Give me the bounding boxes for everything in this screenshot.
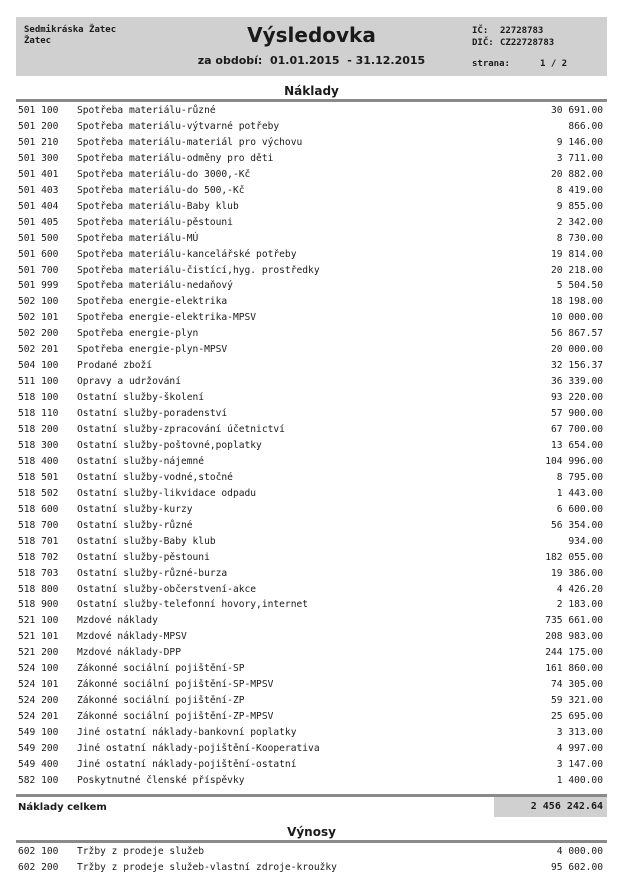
- account-name: Spotřeba materiálu-materiál pro výchovu: [77, 136, 303, 148]
- account-number: 501 404: [18, 200, 59, 212]
- account-amount: 19 814.00: [551, 248, 603, 260]
- account-number: 518 600: [18, 503, 59, 515]
- table-row: [16, 167, 607, 183]
- account-name: Ostatní služby-telefonní hovory,internet: [77, 599, 309, 611]
- account-number: 518 400: [18, 455, 59, 467]
- account-name: Spotřeba energie-plyn: [77, 328, 199, 340]
- account-name: Spotřeba materiálu-MÚ: [77, 232, 199, 244]
- table-row: [16, 215, 607, 231]
- account-amount: 30 691.00: [551, 105, 603, 116]
- account-name: Spotřeba energie-elektrika: [77, 296, 228, 308]
- account-name: Spotřeba materiálu-do 3000,-Kč: [77, 168, 251, 180]
- table-row: [16, 278, 607, 294]
- table-row: [16, 454, 607, 470]
- account-amount: 9 146.00: [556, 136, 603, 148]
- account-name: Ostatní služby-poradenství: [77, 408, 228, 420]
- account-name: Spotřeba materiálu-výtvarné potřeby: [77, 120, 280, 132]
- account-number: 501 600: [18, 248, 59, 260]
- table-row: [16, 645, 607, 661]
- costs-total-value: 2 456 242.64: [530, 801, 603, 812]
- account-name: Ostatní služby-kurzy: [77, 503, 193, 515]
- table-row: [16, 183, 607, 199]
- account-name: Mzdové náklady-DPP: [77, 647, 181, 659]
- company-city: Žatec: [24, 36, 52, 46]
- account-name: Ostatní služby-občerstvení-akce: [77, 583, 257, 595]
- account-number: 518 800: [18, 583, 59, 595]
- account-number: 518 300: [18, 439, 59, 451]
- account-amount: 244 175.00: [545, 647, 603, 659]
- account-name: Spotřeba materiálu-různé: [77, 105, 216, 116]
- account-number: 518 700: [18, 519, 59, 531]
- account-amount: 934.00: [568, 535, 603, 547]
- table-row: [16, 677, 607, 693]
- account-name: Spotřeba materiálu-Baby klub: [77, 200, 239, 212]
- account-number: 524 101: [18, 679, 59, 691]
- account-name: Mzdové náklady: [77, 615, 158, 627]
- table-row: [16, 860, 607, 876]
- account-number: 501 700: [18, 264, 59, 276]
- account-number: 501 403: [18, 184, 59, 196]
- account-amount: 735 661.00: [545, 615, 603, 627]
- account-number: 518 501: [18, 471, 59, 483]
- account-name: Ostatní služby-poštovné,poplatky: [77, 439, 262, 451]
- account-name: Zákonné sociální pojištění-SP-MPSV: [77, 679, 274, 691]
- account-name: Poskytnutné členské příspěvky: [77, 774, 245, 786]
- account-number: 502 201: [18, 344, 59, 356]
- costs-section-title: Náklady: [284, 84, 339, 98]
- table-row: [16, 518, 607, 534]
- table-row: [16, 231, 607, 247]
- dic-value: CZ22728783: [500, 38, 555, 48]
- account-amount: 32 156.37: [551, 360, 603, 372]
- account-amount: 8 795.00: [556, 471, 603, 483]
- account-name: Spotřeba energie-plyn-MPSV: [77, 344, 228, 356]
- account-number: 502 200: [18, 328, 59, 340]
- account-amount: 20 000.00: [551, 344, 603, 356]
- table-row: [16, 773, 607, 789]
- account-amount: 95 602.00: [551, 861, 603, 873]
- account-name: Ostatní služby-vodné,stočné: [77, 471, 233, 483]
- revenues-section-title: Výnosy: [287, 825, 336, 839]
- account-amount: 4 000.00: [556, 846, 603, 857]
- account-amount: 8 419.00: [556, 184, 603, 196]
- account-number: 501 500: [18, 232, 59, 244]
- account-amount: 1 400.00: [556, 774, 603, 786]
- account-name: Ostatní služby-Baby klub: [77, 535, 216, 547]
- table-row: [16, 438, 607, 454]
- account-name: Spotřeba energie-elektrika-MPSV: [77, 312, 257, 324]
- account-number: 602 100: [18, 846, 59, 857]
- table-row: [16, 693, 607, 709]
- account-number: 524 100: [18, 663, 59, 675]
- account-number: 518 701: [18, 535, 59, 547]
- account-amount: 13 654.00: [551, 439, 603, 451]
- dic-label: DIČ:: [472, 38, 494, 48]
- account-amount: 57 900.00: [551, 408, 603, 420]
- page-indicator: [472, 59, 567, 69]
- account-number: 549 200: [18, 743, 59, 754]
- account-amount: 3 147.00: [556, 758, 603, 770]
- account-number: 518 703: [18, 567, 59, 579]
- account-name: Spotřeba materiálu-nedaňový: [77, 280, 233, 292]
- account-number: 521 100: [18, 615, 59, 627]
- table-row: [16, 151, 607, 167]
- table-row: [16, 374, 607, 390]
- account-name: Spotřeba materiálu-čistící,hyg. prostředky: [77, 264, 320, 276]
- account-name: Prodané zboží: [77, 360, 153, 372]
- account-number: 518 100: [18, 392, 59, 404]
- account-number: 502 101: [18, 312, 59, 324]
- table-row: [16, 103, 607, 119]
- account-amount: 56 867.57: [551, 328, 603, 340]
- table-row: [16, 263, 607, 279]
- costs-divider: [16, 99, 607, 102]
- account-amount: 4 997.00: [556, 743, 603, 754]
- ic-label: IČ:: [472, 26, 489, 36]
- account-amount: 36 339.00: [551, 376, 603, 388]
- table-row: [16, 326, 607, 342]
- account-amount: 161 860.00: [545, 663, 603, 675]
- account-number: 549 400: [18, 758, 59, 770]
- account-number: 501 210: [18, 136, 59, 148]
- account-number: 504 100: [18, 360, 59, 372]
- account-number: 501 100: [18, 105, 59, 116]
- table-row: [16, 486, 607, 502]
- account-amount: 4 426.20: [556, 583, 603, 595]
- account-amount: 104 996.00: [545, 455, 603, 467]
- account-number: 602 200: [18, 861, 59, 873]
- table-row: [16, 135, 607, 151]
- table-row: [16, 294, 607, 310]
- report-header: [16, 17, 607, 76]
- account-name: Spotřeba materiálu-kancelářské potřeby: [77, 248, 297, 260]
- table-row: [16, 629, 607, 645]
- table-row: [16, 422, 607, 438]
- account-name: Tržby z prodeje služeb-vlastní zdroje-kroužky: [77, 861, 337, 873]
- account-name: Zákonné sociální pojištění-SP: [77, 663, 245, 675]
- table-row: [16, 342, 607, 358]
- account-name: Ostatní služby-nájemné: [77, 455, 205, 467]
- account-name: Opravy a udržování: [77, 376, 181, 388]
- account-name: Mzdové náklady-MPSV: [77, 631, 187, 643]
- account-number: 502 100: [18, 296, 59, 308]
- page-number: 1 / 2: [540, 59, 568, 69]
- account-name: Spotřeba materiálu-do 500,-Kč: [77, 184, 245, 196]
- table-row: [16, 502, 607, 518]
- account-name: Spotřeba materiálu-odměny pro děti: [77, 152, 274, 164]
- costs-total-label: Náklady celkem: [18, 802, 107, 813]
- account-amount: 3 711.00: [556, 152, 603, 164]
- account-name: Jiné ostatní náklady-pojištění-Kooperativa: [77, 743, 320, 754]
- table-row: [16, 582, 607, 598]
- account-amount: 8 730.00: [556, 232, 603, 244]
- company-ids: [472, 25, 554, 49]
- account-name: Ostatní služby-různé: [77, 519, 193, 531]
- table-row: [16, 119, 607, 135]
- account-amount: 9 855.00: [556, 200, 603, 212]
- account-amount: 18 198.00: [551, 296, 603, 308]
- ic-value: 22728783: [500, 26, 544, 36]
- account-amount: 93 220.00: [551, 392, 603, 404]
- table-row: [16, 390, 607, 406]
- account-amount: 25 695.00: [551, 711, 603, 723]
- account-number: 518 702: [18, 551, 59, 563]
- account-amount: 6 600.00: [556, 503, 603, 515]
- revenues-divider: [16, 840, 607, 843]
- account-amount: 182 055.00: [545, 551, 603, 563]
- table-row: [16, 247, 607, 263]
- account-amount: 74 305.00: [551, 679, 603, 691]
- account-number: 521 101: [18, 631, 59, 643]
- table-row: [16, 406, 607, 422]
- page-label: strana:: [472, 59, 510, 69]
- account-name: Ostatní služby-školení: [77, 392, 205, 404]
- company-name: Sedmikráska Žatec: [24, 25, 117, 35]
- account-amount: 59 321.00: [551, 695, 603, 707]
- account-name: Ostatní služby-pěstouni: [77, 551, 210, 563]
- table-row: [16, 470, 607, 486]
- account-name: Ostatní služby-různé-burza: [77, 567, 228, 579]
- account-amount: 19 386.00: [551, 567, 603, 579]
- account-amount: 208 983.00: [545, 631, 603, 643]
- account-amount: 56 354.00: [551, 519, 603, 531]
- table-row: [16, 661, 607, 677]
- table-row: [16, 358, 607, 374]
- account-amount: 5 504.50: [556, 280, 603, 292]
- table-row: [16, 844, 607, 860]
- report-period: za období: 01.01.2015 - 31.12.2015: [197, 54, 426, 67]
- table-row: [16, 757, 607, 773]
- account-amount: 2 183.00: [556, 599, 603, 611]
- account-name: Jiné ostatní náklady-bankovní poplatky: [77, 727, 297, 739]
- account-number: 524 201: [18, 711, 59, 723]
- table-row: [16, 199, 607, 215]
- account-name: Zákonné sociální pojištění-ZP: [77, 695, 245, 707]
- account-amount: 20 218.00: [551, 264, 603, 276]
- account-amount: 1 443.00: [556, 487, 603, 499]
- account-number: 521 200: [18, 647, 59, 659]
- account-amount: 67 700.00: [551, 424, 603, 435]
- account-amount: 2 342.00: [556, 216, 603, 228]
- account-number: 549 100: [18, 727, 59, 739]
- account-number: 511 100: [18, 376, 59, 388]
- table-row: [16, 741, 607, 757]
- account-number: 501 405: [18, 216, 59, 228]
- account-number: 501 999: [18, 280, 59, 292]
- account-name: Zákonné sociální pojištění-ZP-MPSV: [77, 711, 274, 723]
- account-number: 518 900: [18, 599, 59, 611]
- account-number: 582 100: [18, 774, 59, 786]
- account-amount: 10 000.00: [551, 312, 603, 324]
- table-row: [16, 566, 607, 582]
- table-row: [16, 725, 607, 741]
- account-number: 501 401: [18, 168, 59, 180]
- table-row: [16, 709, 607, 725]
- account-name: Jiné ostatní náklady-pojištění-ostatní: [77, 758, 297, 770]
- account-name: Spotřeba materiálu-pěstouni: [77, 216, 233, 228]
- account-amount: 3 313.00: [556, 727, 603, 739]
- account-number: 518 502: [18, 487, 59, 499]
- table-row: [16, 597, 607, 613]
- account-number: 518 110: [18, 408, 59, 420]
- table-row: [16, 613, 607, 629]
- account-amount: 20 882.00: [551, 168, 603, 180]
- account-number: 501 300: [18, 152, 59, 164]
- account-amount: 866.00: [568, 120, 603, 132]
- account-number: 501 200: [18, 120, 59, 132]
- report-title: Výsledovka: [247, 23, 376, 47]
- account-number: 518 200: [18, 424, 59, 435]
- account-name: Ostatní služby-likvidace odpadu: [77, 487, 257, 499]
- account-name: Ostatní služby-zpracování účetnictví: [77, 424, 285, 435]
- costs-total-box: [494, 797, 607, 817]
- account-number: 524 200: [18, 695, 59, 707]
- table-row: [16, 310, 607, 326]
- account-name: Tržby z prodeje služeb: [77, 846, 205, 857]
- table-row: [16, 534, 607, 550]
- table-row: [16, 550, 607, 566]
